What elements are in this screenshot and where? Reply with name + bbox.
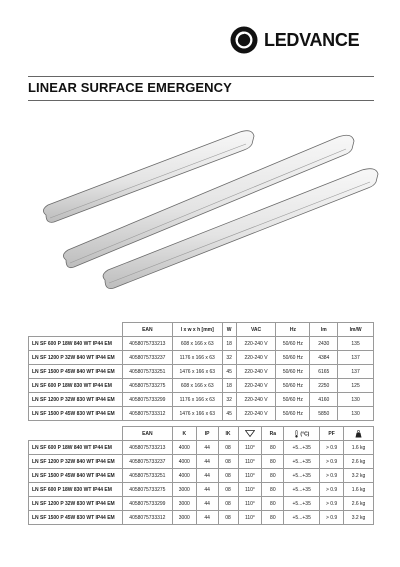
table-row — [29, 393, 374, 407]
header-ambient-temperature — [284, 427, 320, 441]
power-factor-value: > 0.9 — [320, 469, 344, 483]
color-temperature-value: 3000 — [172, 497, 196, 511]
watt-value: 18 — [222, 379, 236, 393]
ik-value: 08 — [218, 469, 238, 483]
dimensions-value: 1476 x 166 x 63 — [172, 365, 222, 379]
efficacy-value: 125 — [338, 379, 374, 393]
header-rule-bottom — [28, 100, 374, 101]
ean-value: 4058075733312 — [122, 407, 172, 421]
header-ean: EAN — [122, 427, 172, 441]
power-factor-value: > 0.9 — [320, 497, 344, 511]
weight-value: 1.6 kg — [344, 441, 374, 455]
beam-angle-value: 110° — [238, 511, 262, 525]
color-temperature-value: 3000 — [172, 483, 196, 497]
beam-angle-value: 110° — [238, 469, 262, 483]
ean-value: 4058075733275 — [122, 379, 172, 393]
efficacy-value: 130 — [338, 393, 374, 407]
cri-value: 80 — [262, 483, 284, 497]
weight-icon — [354, 430, 363, 438]
voltage-value: 220-240 V — [236, 351, 276, 365]
voltage-value: 220-240 V — [236, 365, 276, 379]
header-rule-top — [28, 76, 374, 77]
ik-value: 08 — [218, 497, 238, 511]
frequency-value: 50/60 Hz — [276, 351, 310, 365]
header-power-factor: PF — [320, 427, 344, 441]
efficacy-value: 137 — [338, 351, 374, 365]
beam-angle-value: 110° — [238, 455, 262, 469]
lumen-value: 4160 — [310, 393, 338, 407]
header-cri: Ra — [262, 427, 284, 441]
power-factor-value: > 0.9 — [320, 441, 344, 455]
beam-angle-value: 110° — [238, 483, 262, 497]
ambient-temperature-value: +5...+35 — [284, 469, 320, 483]
brand-name: LEDVANCE — [264, 29, 360, 50]
header-lumen: lm — [310, 323, 338, 337]
frequency-value: 50/60 Hz — [276, 407, 310, 421]
specs-table-characteristics — [28, 426, 374, 525]
power-factor-value: > 0.9 — [320, 483, 344, 497]
efficacy-value: 135 — [338, 337, 374, 351]
frequency-value: 50/60 Hz — [276, 365, 310, 379]
ean-value: 4058075733299 — [122, 497, 172, 511]
product-name: LN SF 1200 P 32W 830 WT IP44 EM — [29, 497, 123, 511]
power-factor-value: > 0.9 — [320, 455, 344, 469]
ik-value: 08 — [218, 455, 238, 469]
color-temperature-value: 4000 — [172, 441, 196, 455]
efficacy-value: 130 — [338, 407, 374, 421]
ean-value: 4058075733213 — [122, 441, 172, 455]
product-name: LN SF 600 P 18W 830 WT IP44 EM — [29, 379, 123, 393]
product-name: LN SF 1500 P 45W 830 WT IP44 EM — [29, 407, 123, 421]
product-name: LN SF 1200 P 32W 830 WT IP44 EM — [29, 393, 123, 407]
table-row — [29, 351, 374, 365]
header-voltage: VAC — [236, 323, 276, 337]
watt-value: 45 — [222, 407, 236, 421]
table-row — [29, 407, 374, 421]
ip-value: 44 — [196, 497, 218, 511]
temperature-unit: (°C) — [300, 430, 310, 437]
page-title: LINEAR SURFACE EMERGENCY — [28, 80, 232, 95]
color-temperature-value: 4000 — [172, 469, 196, 483]
ean-value: 4058075733312 — [122, 511, 172, 525]
table-row — [29, 337, 374, 351]
table-row — [29, 497, 374, 511]
table-row — [29, 379, 374, 393]
table-row — [29, 455, 374, 469]
product-name: LN SF 600 P 18W 840 WT IP44 EM — [29, 337, 123, 351]
voltage-value: 220-240 V — [236, 379, 276, 393]
ean-value: 4058075733237 — [122, 351, 172, 365]
product-name: LN SF 1500 P 45W 840 WT IP44 EM — [29, 365, 123, 379]
weight-value: 3.2 kg — [344, 469, 374, 483]
ambient-temperature-value: +5...+35 — [284, 497, 320, 511]
ip-value: 44 — [196, 511, 218, 525]
cri-value: 80 — [262, 497, 284, 511]
header-beam-angle — [238, 427, 262, 441]
cri-value: 80 — [262, 455, 284, 469]
ambient-temperature-value: +5...+35 — [284, 483, 320, 497]
header-ip-rating: IP — [196, 427, 218, 441]
watt-value: 32 — [222, 351, 236, 365]
specs-table-electrical — [28, 322, 374, 421]
cri-value: 80 — [262, 511, 284, 525]
lumen-value: 2430 — [310, 337, 338, 351]
table-row — [29, 441, 374, 455]
ip-value: 44 — [196, 469, 218, 483]
ip-value: 44 — [196, 441, 218, 455]
ik-value: 08 — [218, 483, 238, 497]
weight-value: 2.6 kg — [344, 455, 374, 469]
weight-value: 1.6 kg — [344, 483, 374, 497]
watt-value: 45 — [222, 365, 236, 379]
table-row — [29, 483, 374, 497]
ik-value: 08 — [218, 511, 238, 525]
lumen-value: 2250 — [310, 379, 338, 393]
lumen-value: 5850 — [310, 407, 338, 421]
product-image — [0, 110, 400, 310]
brand-logo — [230, 26, 380, 54]
ambient-temperature-value: +5...+35 — [284, 511, 320, 525]
thermometer-icon — [294, 430, 299, 438]
product-name: LN SF 1200 P 32W 840 WT IP44 EM — [29, 351, 123, 365]
ambient-temperature-value: +5...+35 — [284, 441, 320, 455]
ean-value: 4058075733213 — [122, 337, 172, 351]
header-weight — [344, 427, 374, 441]
ip-value: 44 — [196, 483, 218, 497]
watt-value: 18 — [222, 337, 236, 351]
dimensions-value: 608 x 166 x 63 — [172, 337, 222, 351]
lumen-value: 6165 — [310, 365, 338, 379]
dimensions-value: 1476 x 166 x 63 — [172, 407, 222, 421]
ambient-temperature-value: +5...+35 — [284, 455, 320, 469]
weight-value: 3.2 kg — [344, 511, 374, 525]
product-name: LN SF 600 P 18W 840 WT IP44 EM — [29, 441, 123, 455]
product-name: LN SF 600 P 18W 830 WT IP44 EM — [29, 483, 123, 497]
table-row — [29, 511, 374, 525]
product-name: LN SF 1500 P 45W 840 WT IP44 EM — [29, 469, 123, 483]
fixture-600 — [43, 131, 254, 223]
cri-value: 80 — [262, 441, 284, 455]
header-frequency: Hz — [276, 323, 310, 337]
frequency-value: 50/60 Hz — [276, 337, 310, 351]
efficacy-value: 137 — [338, 365, 374, 379]
ik-value: 08 — [218, 441, 238, 455]
weight-value: 2.6 kg — [344, 497, 374, 511]
product-name: LN SF 1200 P 32W 840 WT IP44 EM — [29, 455, 123, 469]
header-dimensions: l x w x h [mm] — [172, 323, 222, 337]
dimensions-value: 1176 x 166 x 63 — [172, 393, 222, 407]
frequency-value: 50/60 Hz — [276, 393, 310, 407]
product-name: LN SF 1500 P 45W 830 WT IP44 EM — [29, 511, 123, 525]
ean-value: 4058075733251 — [122, 469, 172, 483]
dimensions-value: 608 x 166 x 63 — [172, 379, 222, 393]
beam-angle-value: 110° — [238, 497, 262, 511]
power-factor-value: > 0.9 — [320, 511, 344, 525]
header-ean: EAN — [122, 323, 172, 337]
header-watt: W — [222, 323, 236, 337]
frequency-value: 50/60 Hz — [276, 379, 310, 393]
ledvance-logo-icon — [230, 26, 258, 54]
lumen-value: 4384 — [310, 351, 338, 365]
voltage-value: 220-240 V — [236, 337, 276, 351]
header-color-temperature: K — [172, 427, 196, 441]
color-temperature-value: 3000 — [172, 511, 196, 525]
beam-angle-value: 110° — [238, 441, 262, 455]
beam-angle-icon — [245, 430, 255, 437]
voltage-value: 220-240 V — [236, 393, 276, 407]
ean-value: 4058075733251 — [122, 365, 172, 379]
ean-value: 4058075733299 — [122, 393, 172, 407]
header-ik-rating: IK — [218, 427, 238, 441]
dimensions-value: 1176 x 166 x 63 — [172, 351, 222, 365]
watt-value: 32 — [222, 393, 236, 407]
table-row — [29, 365, 374, 379]
ip-value: 44 — [196, 455, 218, 469]
color-temperature-value: 4000 — [172, 455, 196, 469]
table-row — [29, 469, 374, 483]
ean-value: 4058075733275 — [122, 483, 172, 497]
header-efficacy: lm/W — [338, 323, 374, 337]
voltage-value: 220-240 V — [236, 407, 276, 421]
ean-value: 4058075733237 — [122, 455, 172, 469]
cri-value: 80 — [262, 469, 284, 483]
